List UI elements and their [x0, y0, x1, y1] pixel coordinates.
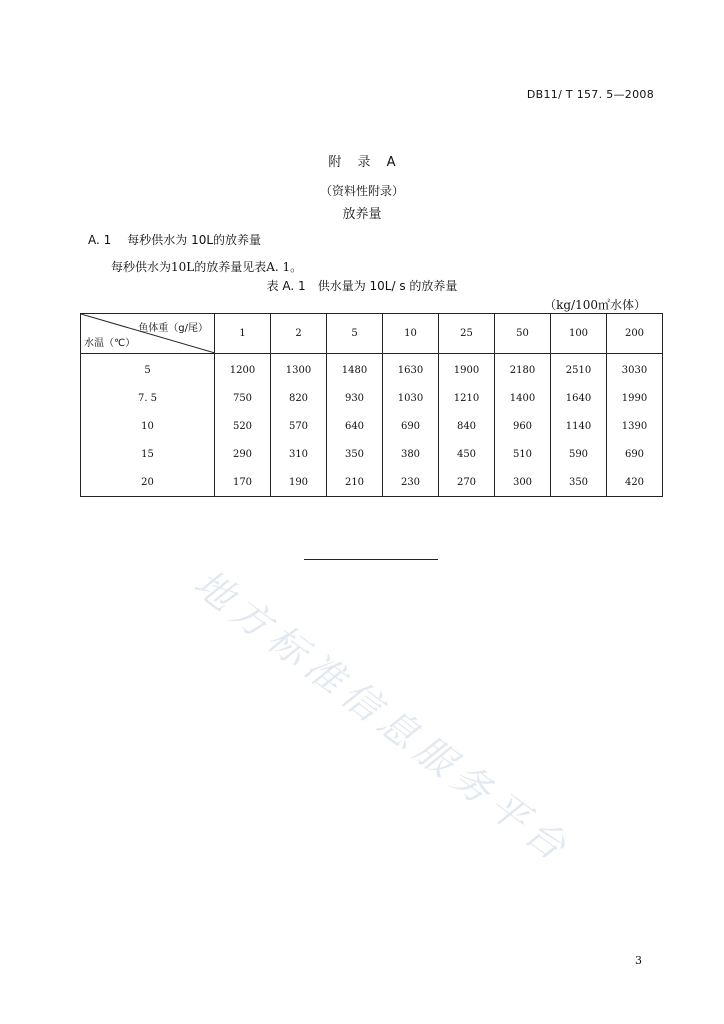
table-unit: （kg/100㎡水体） — [544, 298, 646, 312]
annex-title: 附 录 A — [328, 155, 396, 170]
end-of-document-rule — [304, 559, 438, 560]
section-title: 每秒供水为 10L的放养量 — [127, 233, 262, 247]
stocking-table — [80, 313, 663, 497]
table-cell: 310 — [271, 440, 327, 468]
row-label: 15 — [81, 440, 215, 468]
table-cell: 690 — [383, 412, 439, 440]
table-cell: 820 — [271, 384, 327, 412]
table-cell: 190 — [271, 468, 327, 497]
table-cell: 750 — [215, 384, 271, 412]
table-cell: 570 — [271, 412, 327, 440]
table-cell: 960 — [495, 412, 551, 440]
column-header: 2 — [271, 314, 327, 354]
table-cell: 2180 — [495, 354, 551, 385]
annex-type: （资料性附录） — [319, 184, 404, 198]
table-cell: 1390 — [607, 412, 663, 440]
row-label: 10 — [81, 412, 215, 440]
table-cell: 1400 — [495, 384, 551, 412]
document-code: DB11/ T 157. 5—2008 — [526, 88, 654, 101]
column-header: 10 — [383, 314, 439, 354]
table-cell: 2510 — [551, 354, 607, 385]
table-caption — [0, 277, 724, 294]
column-header: 100 — [551, 314, 607, 354]
annex-heading: 放养量 — [342, 207, 382, 222]
row-label: 5 — [81, 354, 215, 385]
section-heading — [88, 231, 261, 248]
table-cell: 1140 — [551, 412, 607, 440]
table-cell: 230 — [383, 468, 439, 497]
watermark: 地方标准信息服务平台 — [185, 560, 580, 873]
column-header: 200 — [607, 314, 663, 354]
table-cell: 420 — [607, 468, 663, 497]
table-cell: 350 — [327, 440, 383, 468]
table-cell: 1210 — [439, 384, 495, 412]
column-header: 25 — [439, 314, 495, 354]
section-number: A. 1 — [88, 233, 112, 247]
table-cell: 1640 — [551, 384, 607, 412]
table-cell: 210 — [327, 468, 383, 497]
table-cell: 690 — [607, 440, 663, 468]
column-header: 5 — [327, 314, 383, 354]
table-cell: 1900 — [439, 354, 495, 385]
corner-label-water-temp: 水温（℃） — [84, 338, 136, 349]
table-cell: 290 — [215, 440, 271, 468]
corner-label-fish-weight: 鱼体重（g/尾） — [138, 323, 208, 334]
table-cell: 510 — [495, 440, 551, 468]
table-cell: 930 — [327, 384, 383, 412]
table-cell: 270 — [439, 468, 495, 497]
table-cell: 300 — [495, 468, 551, 497]
table-cell: 1480 — [327, 354, 383, 385]
table-caption-title: 供水量为 10L/ s 的放养量 — [317, 279, 458, 293]
table-cell: 590 — [551, 440, 607, 468]
table-cell: 840 — [439, 412, 495, 440]
table-cell: 640 — [327, 412, 383, 440]
row-label: 7. 5 — [81, 384, 215, 412]
table-corner-cell — [81, 314, 215, 354]
column-header: 1 — [215, 314, 271, 354]
table-cell: 1990 — [607, 384, 663, 412]
table-cell: 450 — [439, 440, 495, 468]
table-row — [81, 440, 663, 468]
column-header: 50 — [495, 314, 551, 354]
table-cell: 1200 — [215, 354, 271, 385]
table-cell: 3030 — [607, 354, 663, 385]
page-number: 3 — [635, 954, 642, 967]
table-cell: 1030 — [383, 384, 439, 412]
table-header-row — [81, 314, 663, 354]
table-row — [81, 384, 663, 412]
row-label: 20 — [81, 468, 215, 497]
body-paragraph: 每秒供水为10L的放养量见表A. 1。 — [111, 260, 303, 274]
table-cell: 1300 — [271, 354, 327, 385]
table-cell: 350 — [551, 468, 607, 497]
table-caption-number: 表 A. 1 — [266, 279, 306, 293]
table-row — [81, 468, 663, 497]
table-row — [81, 412, 663, 440]
table-row — [81, 354, 663, 385]
table-cell: 170 — [215, 468, 271, 497]
table-cell: 380 — [383, 440, 439, 468]
table-cell: 520 — [215, 412, 271, 440]
table-cell: 1630 — [383, 354, 439, 385]
